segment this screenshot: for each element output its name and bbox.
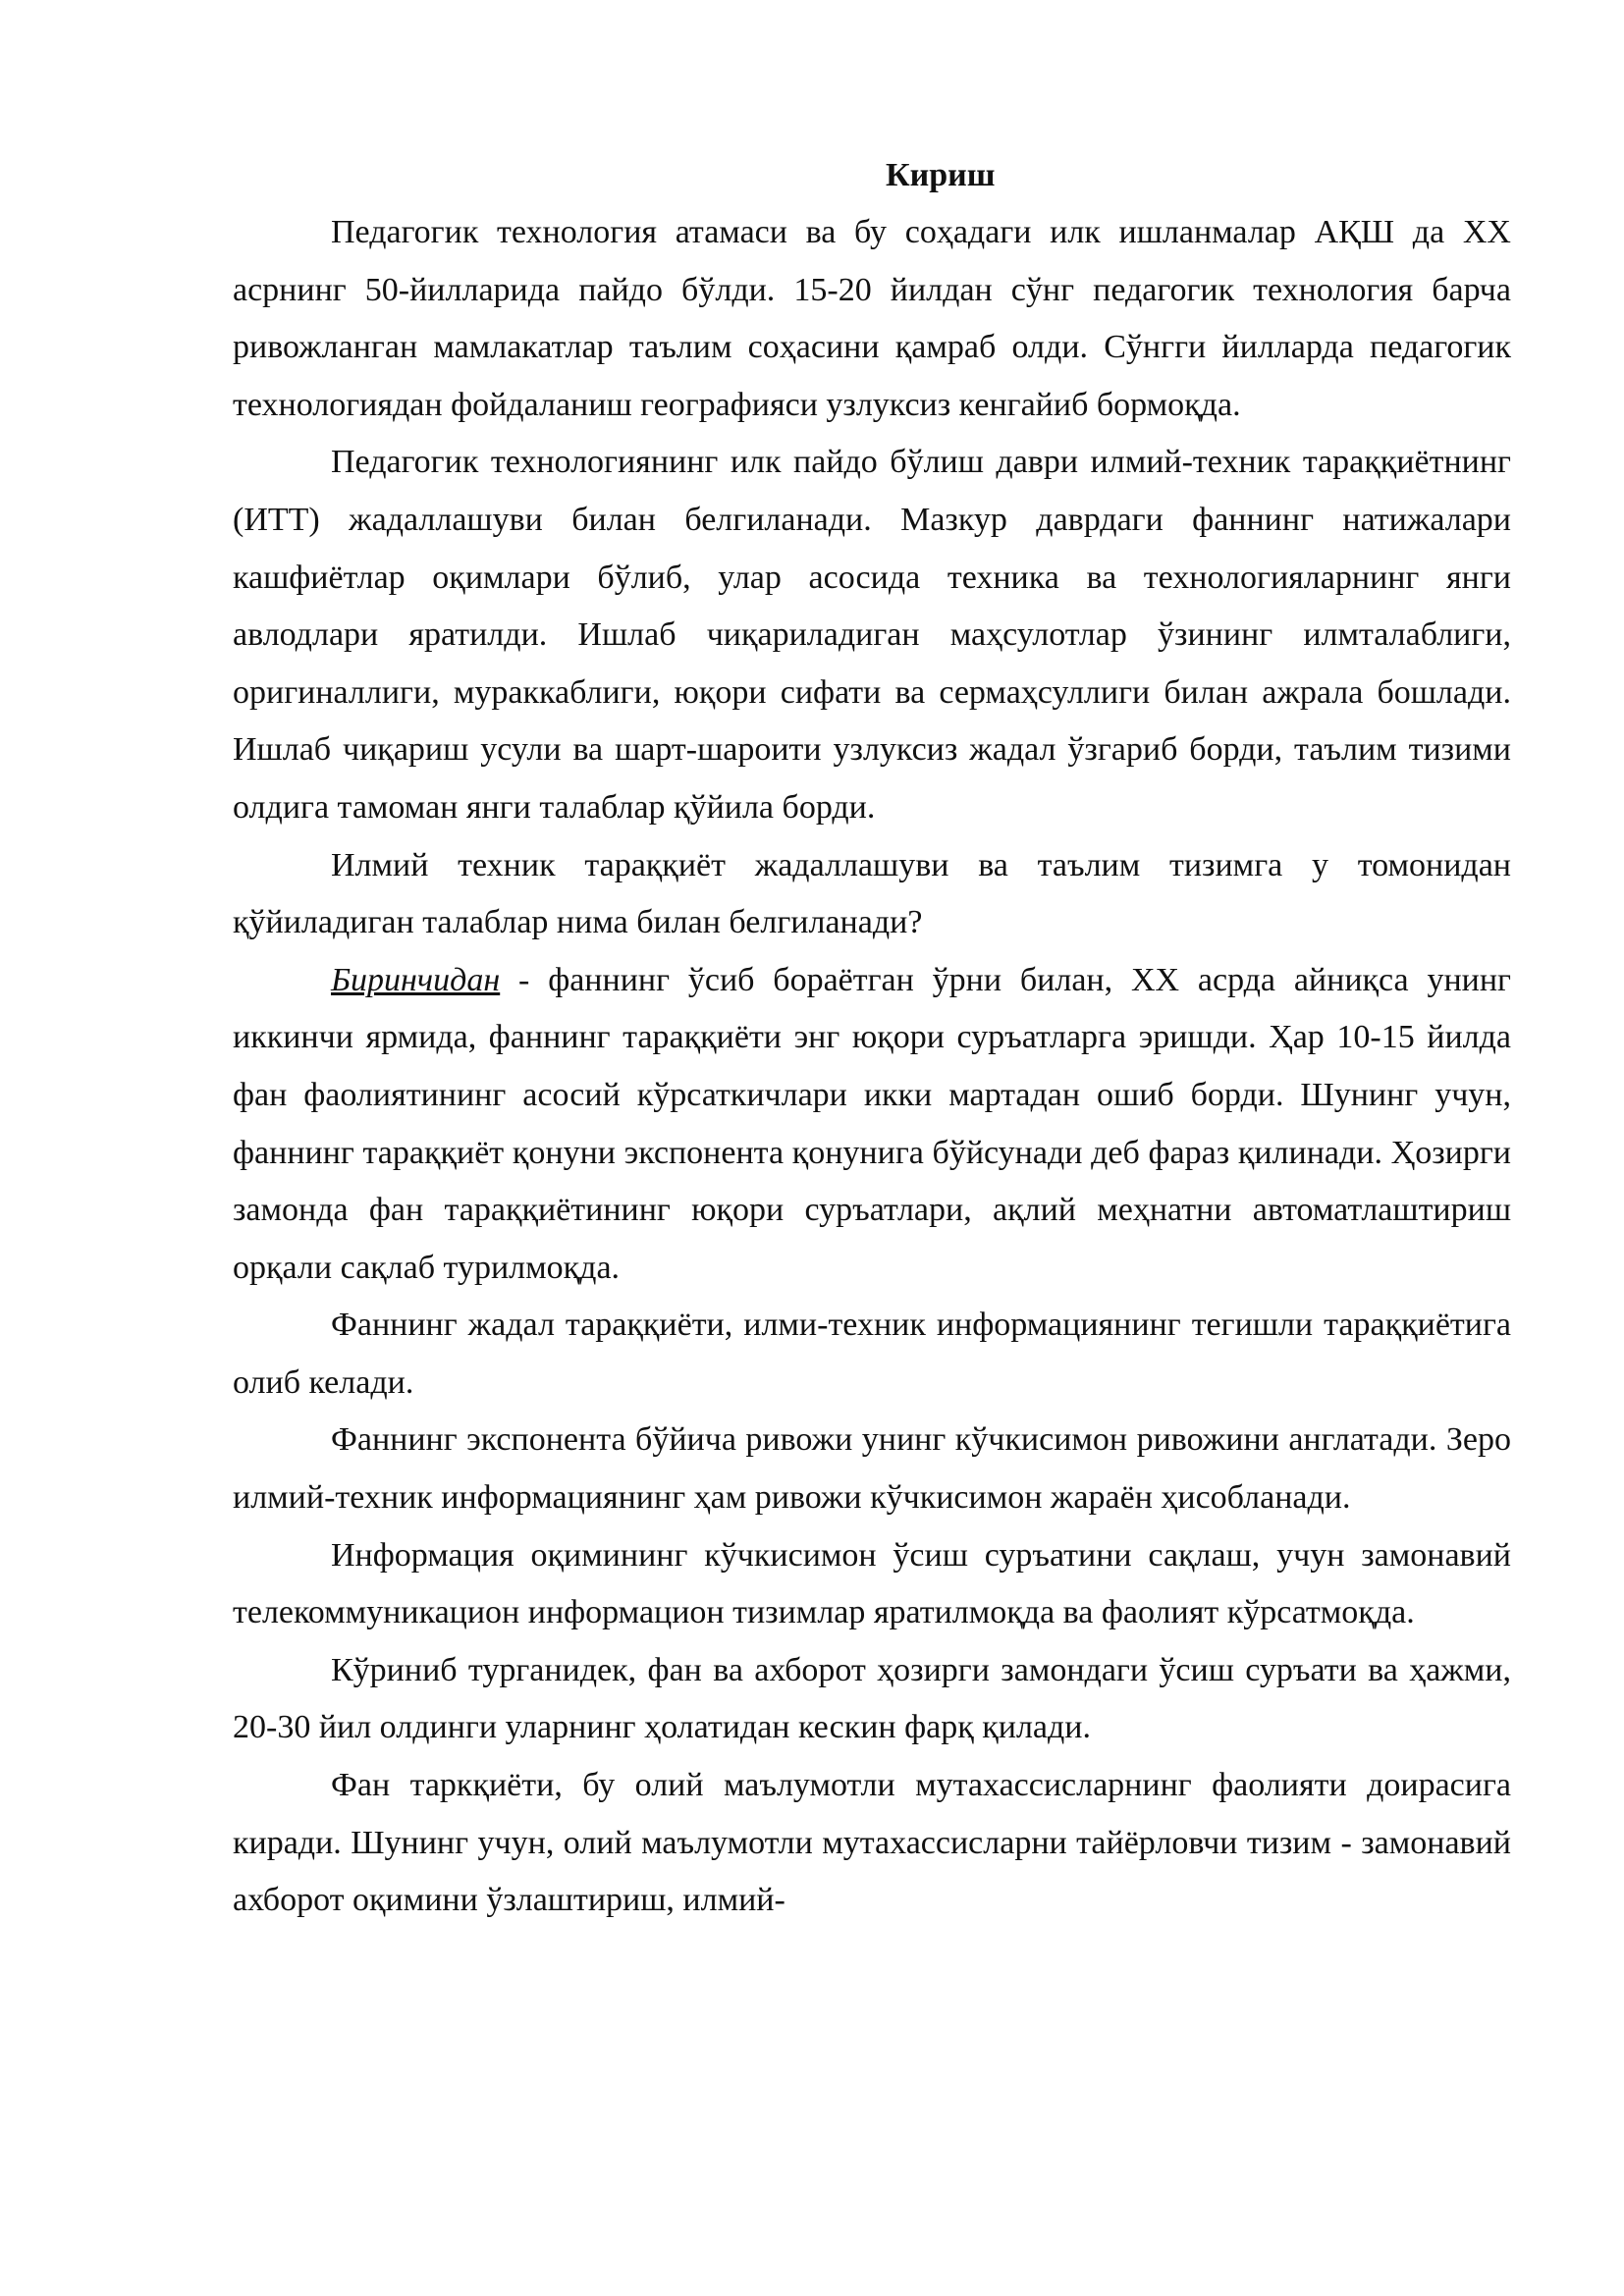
paragraph-5: Фаннинг экспонента бўйича ривожи унинг кўчкисимон ривожини англатади. Зеро илмий-техник информациянинг ҳам ривожи кўчкисимон жараён ҳисобланади. <box>233 1421 1511 1517</box>
paragraph-4: Фаннинг жадал тараққиёти, илми-техник информациянинг тегишли тараққиётига олиб келади. <box>233 1307 1511 1401</box>
document-page <box>233 147 1511 1930</box>
paragraph-6: Информация оқимининг кўчкисимон ўсиш суръатини сақлаш, учун замонавий телекоммуникацион информацион тизимлар яратилмоқда ва фаолият кўрсатмоқда. <box>233 1536 1511 1631</box>
paragraph-8: Фан таркқиёти, бу олий маълумотли мутахассисларнинг фаолияти доирасига киради. Шунинг учун, олий маълумотли мутахассисларни тайёрловчи тизим - замонавий ахборот оқимини ўзлаштириш, илмий- <box>233 1767 1511 1919</box>
paragraph-2: Педагогик технологиянинг илк пайдо бўлиш даври илмий-техник тараққиётнинг (ИТТ) жадаллашуви билан белгиланади. Мазкур даврдаги фаннинг натижалари кашфиётлар оқимлари бўлиб, улар асосида техника ва технологияларнинг янги авлодлари яратилди. Ишлаб чиқариладиган маҳсулотлар ўзининг илмталаблиги, оригиналлиги, мураккаблиги, юқори сифати ва сермаҳсуллиги билан ажрала бошлади. Ишлаб чиқариш усули ва шарт-шароити узлуксиз жадал ўзгариб борди, таълим тизими олдига тамоман янги талаблар қўйила борди. <box>233 444 1511 826</box>
first-point-lead: Биринчидан <box>331 961 501 998</box>
paragraph-3: Илмий техник тараққиёт жадаллашуви ва таълим тизимга у томонидан қўйиладиган талаблар нима билан белгиланади? <box>233 846 1511 941</box>
first-point-text: - фаннинг ўсиб бораётган ўрни билан, XX асрда айниқса унинг иккинчи ярмида, фаннинг тараққиёти энг юқори суръатларга эришди. Ҳар 10-15 йилда фан фаолиятининг асосий кўрсаткичлари икки мартадан ошиб борди. Шунинг учун, фаннинг тараққиёт қонуни экспонента қонунига бўйсунади деб фараз қилинади. Ҳозирги замонда фан тараққиётининг юқори суръатлари, ақлий меҳнатни автоматлаштириш орқали сақлаб турилмоқда. <box>233 961 1511 1286</box>
paragraph-7: Кўриниб турганидек, фан ва ахборот ҳозирги замондаги ўсиш суръати ва ҳажми, 20-30 йил олдинги уларнинг ҳолатидан кескин фарқ қилади. <box>233 1651 1511 1746</box>
paragraph-1: Педагогик технология атамаси ва бу соҳадаги илк ишланмалар АҚШ да XX асрнинг 50-йилларида пайдо бўлди. 15-20 йилдан сўнг педагогик технология барча ривожланган мамлакатлар таълим соҳасини қамраб олди. Сўнгги йилларда педагогик технологиядан фойдаланиш географияси узлуксиз кенгайиб бормоқда. <box>233 214 1511 423</box>
paragraph-first-point <box>233 952 1511 1298</box>
document-title: Кириш <box>886 157 996 193</box>
